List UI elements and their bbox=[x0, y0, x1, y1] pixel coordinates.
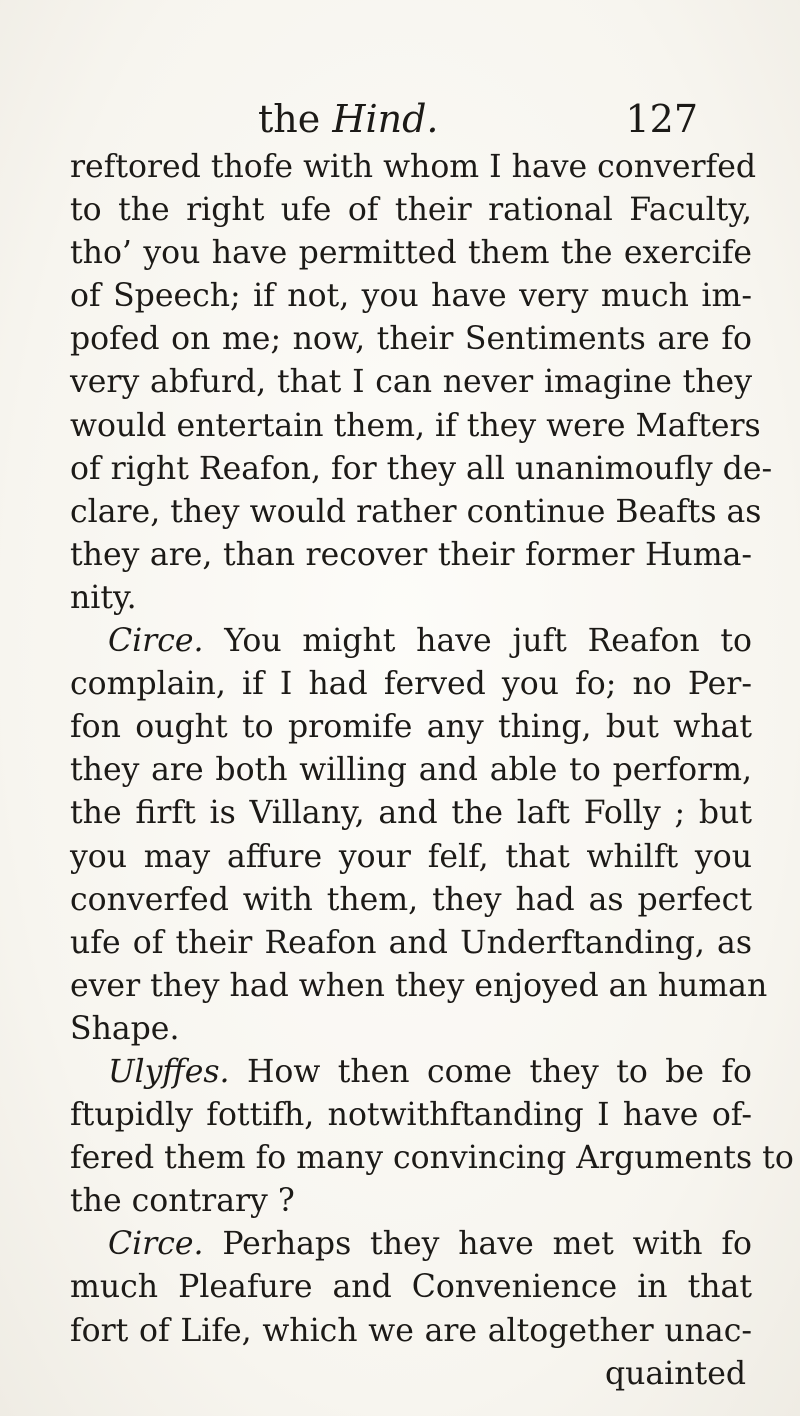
line-text: fort of Life, which we are altogether unac- bbox=[70, 1312, 752, 1349]
running-header bbox=[258, 92, 698, 146]
line-text: they are both willing and able to perform, bbox=[70, 752, 752, 789]
line-text: of right Reafon, for they all unanimoufly de- bbox=[70, 450, 773, 487]
line-text: reftored thofe with whom I have converfed bbox=[70, 149, 757, 185]
text-line bbox=[70, 146, 757, 189]
line-text: of Speech; if not, you have very much im- bbox=[70, 278, 752, 315]
line-text: fered them fo many convincing Arguments to bbox=[70, 1140, 794, 1177]
text-line bbox=[70, 922, 752, 965]
line-text: ufe of their Reafon and Underftanding, as bbox=[70, 924, 752, 961]
text-line bbox=[70, 620, 752, 663]
text-line bbox=[70, 1180, 752, 1223]
line-text: converfed with them, they had as perfect bbox=[70, 881, 752, 918]
text-line bbox=[70, 275, 752, 318]
text-line bbox=[70, 1094, 752, 1137]
line-text: tho’ you have permitted them the exercife bbox=[70, 235, 752, 272]
text-line bbox=[70, 232, 752, 275]
text-line bbox=[70, 1051, 752, 1094]
text-line bbox=[70, 965, 768, 1008]
page-number: 127 bbox=[625, 97, 698, 141]
speaker-name: Circe. bbox=[108, 1226, 204, 1263]
line-text: Perhaps they have met with fo bbox=[222, 1226, 753, 1263]
line-text: fon ought to promife any thing, but what bbox=[70, 709, 752, 746]
text-line bbox=[70, 189, 752, 232]
running-title bbox=[258, 92, 438, 146]
text-line bbox=[70, 1223, 752, 1266]
text-line bbox=[70, 1008, 752, 1051]
text-line bbox=[70, 448, 773, 491]
speaker-name: Circe. bbox=[108, 623, 204, 660]
line-text: to the right ufe of their rational Faculty, bbox=[70, 192, 752, 229]
text-line bbox=[70, 706, 752, 749]
text-line bbox=[70, 792, 752, 835]
running-title-pre: the bbox=[258, 97, 333, 141]
speaker-name: Ulyffes. bbox=[108, 1053, 230, 1090]
line-text: much Pleafure and Convenience in that bbox=[70, 1269, 752, 1306]
text-line bbox=[70, 577, 752, 620]
line-text: the firft is Villany, and the laft Folly ; but bbox=[70, 795, 752, 832]
line-text: Shape. bbox=[70, 1010, 180, 1047]
line-text: very abfurd, that I can never imagine they bbox=[70, 364, 752, 401]
line-text: pofed on me; now, their Sentiments are fo bbox=[70, 321, 752, 358]
text-line bbox=[70, 749, 752, 792]
line-text: would entertain them, if they were Mafters bbox=[70, 407, 761, 444]
running-title-italic: Hind. bbox=[332, 97, 439, 141]
line-text: you may affure your felf, that whilft you bbox=[70, 838, 752, 875]
text-line bbox=[70, 663, 752, 706]
line-text: How then come they to be fo bbox=[246, 1053, 752, 1090]
line-text: ever they had when they enjoyed an human bbox=[70, 967, 768, 1004]
text-line bbox=[70, 1310, 752, 1353]
line-text: You might have juft Reafon to bbox=[224, 623, 752, 660]
text-line bbox=[70, 361, 752, 404]
text-line bbox=[70, 1137, 794, 1180]
text-line bbox=[70, 1266, 752, 1309]
text-line bbox=[70, 879, 752, 922]
line-text: ftupidly fottifh, notwithftanding I have of- bbox=[70, 1097, 752, 1134]
text-line bbox=[70, 836, 752, 879]
catchword: quainted bbox=[604, 1355, 746, 1392]
text-line bbox=[70, 405, 761, 448]
line-text: clare, they would rather continue Beafts as bbox=[70, 493, 762, 530]
body-text bbox=[70, 146, 794, 1396]
line-text: complain, if I had ferved you fo; no Per- bbox=[70, 666, 752, 703]
line-text: nity. bbox=[70, 579, 137, 616]
line-text: the contrary ? bbox=[70, 1183, 295, 1220]
text-line bbox=[70, 318, 752, 361]
text-line bbox=[70, 491, 762, 534]
line-text: they are, than recover their former Huma- bbox=[70, 536, 752, 573]
text-line bbox=[70, 534, 752, 577]
